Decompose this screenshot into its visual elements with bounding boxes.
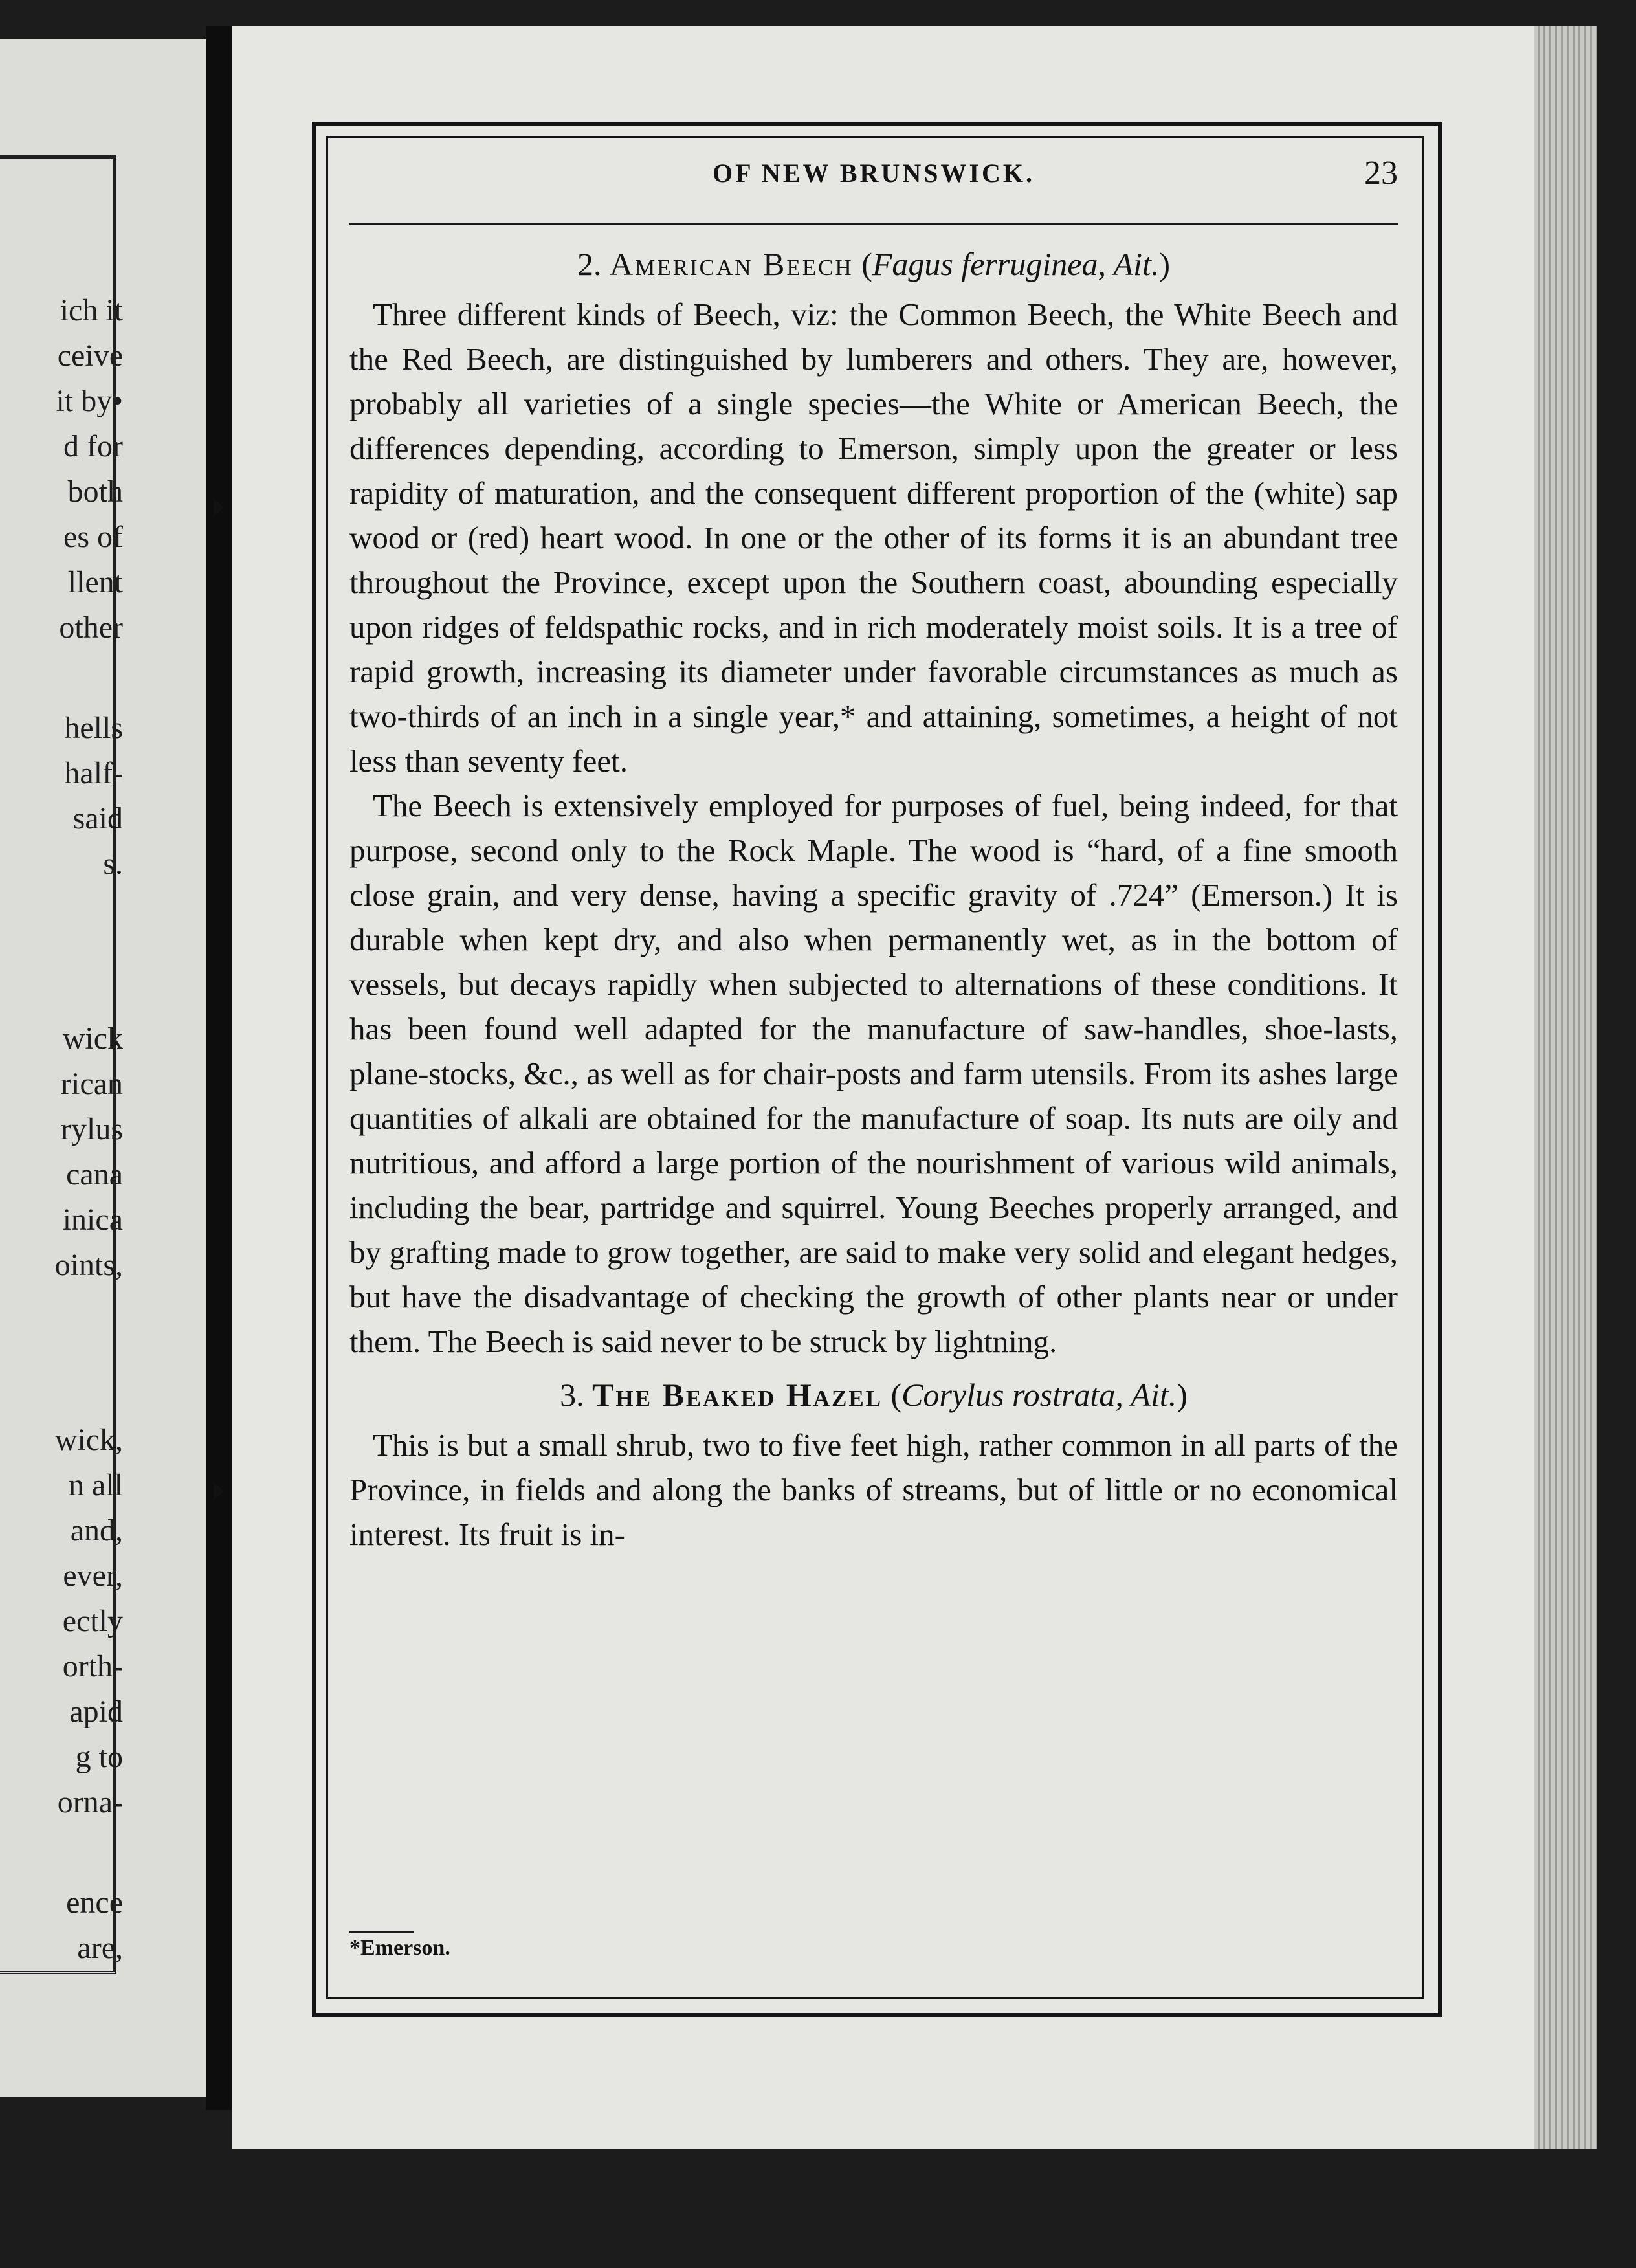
left-page-fragment: it by• [56,384,123,418]
page-number: 23 [1364,155,1398,192]
left-page-fragment: apid [69,1695,123,1729]
left-page-fragment: g to [75,1740,123,1774]
footnote [349,1931,1398,1961]
left-page-fragment: ence [66,1885,123,1920]
left-page-fragment: both [67,474,123,509]
section-name: American Beech [609,246,854,282]
footnote-rule [349,1931,414,1933]
left-facing-page [0,39,206,2097]
left-page-fragment: es of [63,520,123,554]
book-gutter [206,26,232,2110]
left-page-fragment: said [72,801,123,836]
page-edges [1534,26,1597,2149]
section-latin-name: Fagus ferruginea, Ait. [872,246,1160,282]
left-page-fragment: rylus [61,1112,123,1146]
left-page-fragment: wick [62,1021,123,1056]
running-head-title: OF NEW BRUNSWICK. [712,159,1035,188]
paragraph: Three different kinds of Beech, viz: the Common Beech, the White Beech and the Red Beech, are distinguished by lumberers and others. They are, however, probably all varieties of a single species—the White or American Beech, the differences depending, according to Emerson, simply upon the greater or less rapidity of maturation, and the consequent different proportion of the (white) sap wood or (red) heart wood. In one or the other of its forms it is an abundant tree throughout the Province, except upon the Southern coast, abounding especially upon ridges of feldspathic rocks, and in rich moderately moist soils. It is a tree of rapid growth, increasing its diameter under favorable circumstances as much as two-thirds of an inch in a single year,* and attaining, sometimes, a height of not less than seventy feet. [349,296,1398,779]
page-body [349,233,1398,1557]
left-page-fragment: ectly [62,1604,123,1638]
left-page-fragment: wick, [54,1423,123,1457]
section-number: 2. [577,246,602,282]
left-page-fragment: cana [66,1157,123,1192]
running-head [349,155,1398,203]
left-page-fragment: inica [62,1203,123,1237]
left-page-fragment: orth- [62,1649,123,1684]
left-page-fragment: oints, [54,1248,123,1282]
section-heading-hazel: 3. The Beaked Hazel (Corylus rostrata, Ait.) [560,1377,1188,1413]
left-page-fragment: are, [77,1931,123,1965]
section-name: The Beaked Hazel [592,1377,883,1413]
left-page-fragment: other [59,610,123,645]
paragraph: The Beech is extensively employed for purposes of fuel, being indeed, for that purpose, second only to the Rock Maple. The wood is “hard, of a fine smooth close grain, and very dense, having a specific gravity of .724” (Emerson.) It is durable when kept dry, and also when permanently wet, as in the bottom of vessels, but decays rapidly when subjected to alternations of these conditions. It has been found well adapted for the manufacture of saw-handles, shoe-lasts, plane-stocks, &c., as well as for chair-posts and farm utensils. From its ashes large quantities of alkali are obtained for the manufacture of soap. Its nuts are oily and nutritious, and afford a large portion of the nourishment of various wild animals, including the bear, partridge and squirrel. Young Beeches properly arranged, and by grafting made to grow together, are said to make very solid and elegant hedges, but have the disadvantage of checking the growth of other plants near or under them. The Beech is said never to be struck by lightning. [349,788,1398,1359]
left-page-fragment: half- [64,756,123,790]
header-rule [349,223,1398,225]
left-page-fragment: llent [67,565,123,599]
left-page-fragment: and, [70,1513,123,1548]
gutter-mark [214,1482,224,1500]
section-heading-beech: 2. American Beech (Fagus ferruginea, Ait.) [577,246,1171,282]
left-page-fragment: d for [63,429,123,463]
gutter-mark [214,498,224,517]
left-page-fragment: s. [103,847,123,881]
left-page-fragment: hells [64,711,123,745]
left-page-fragment: ceive [57,339,123,373]
footnote-text: *Emerson. [349,1936,450,1960]
left-page-fragment: orna- [57,1785,123,1819]
left-page-fragment: ever, [63,1559,123,1593]
section-latin-name: Corylus rostrata, Ait. [901,1377,1177,1413]
section-number: 3. [560,1377,584,1413]
left-page-fragment: n all [69,1468,123,1502]
paragraph: This is but a small shrub, two to five feet high, rather common in all parts of the Province, in fields and along the banks of streams, but of little or no economical interest. Its fruit is in- [349,1427,1398,1552]
left-page-fragment: rican [61,1067,123,1101]
left-page-fragment: ich it [60,293,123,328]
